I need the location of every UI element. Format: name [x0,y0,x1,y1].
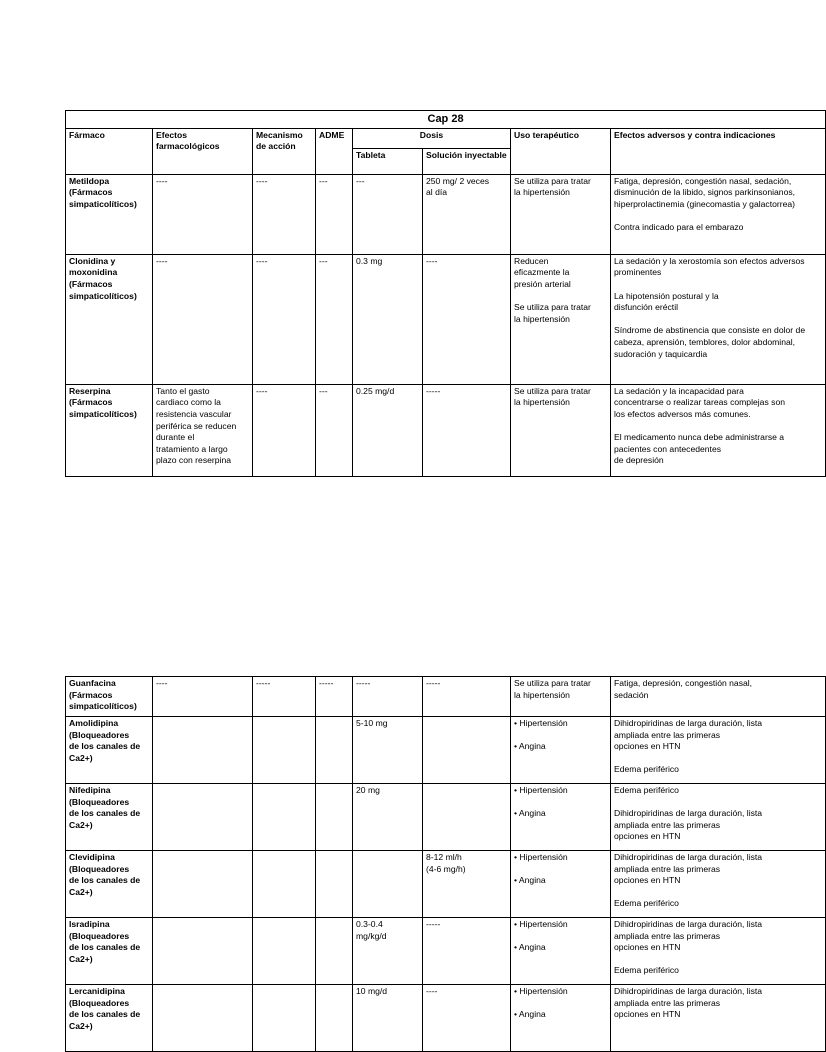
table-row [66,717,826,784]
cell-mecanismo [253,985,316,1052]
cell-efectos [153,784,253,851]
cell-solucion: ----- [423,677,511,717]
cell-adme: --- [316,174,353,254]
cell-farmaco: Clonidina y moxonidina (Fármacos simpaticolíticos) [66,254,153,384]
cell-adversos: Fatiga, depresión, congestión nasal, sedación [611,677,826,717]
cell-tableta [353,851,423,918]
table-row [66,384,826,476]
cell-mecanismo [253,918,316,985]
table-row [66,784,826,851]
cell-adme: --- [316,254,353,384]
cell-tableta: 20 mg [353,784,423,851]
header-adme: ADME [316,128,353,174]
cell-solucion: 250 mg/ 2 veces al día [423,174,511,254]
cell-adversos: Dihidropiridinas de larga duración, lista ampliada entre las primeras opciones en HTN [611,985,826,1052]
cell-farmaco: Lercanidipina (Bloqueadores de los canales de Ca2+) [66,985,153,1052]
cell-solucion: 8-12 ml/h (4-6 mg/h) [423,851,511,918]
header-mecanismo: Mecanismo de acción [253,128,316,174]
cell-uso: • Hipertensión • Angina [511,784,611,851]
cell-uso: • Hipertensión • Angina [511,717,611,784]
cell-adme [316,851,353,918]
cell-mecanismo [253,717,316,784]
cell-tableta: 10 mg/d [353,985,423,1052]
cell-adversos: Edema periférico Dihidropiridinas de larga duración, lista ampliada entre las primeras opciones en HTN [611,784,826,851]
cell-solucion [423,717,511,784]
cell-adversos: Dihidropiridinas de larga duración, lista ampliada entre las primeras opciones en HTN Edema periférico [611,918,826,985]
cell-uso: Reducen eficazmente la presión arterial Se utiliza para tratar la hipertensión [511,254,611,384]
table-row [66,985,826,1052]
cell-adme [316,985,353,1052]
header-farmaco: Fármaco [66,128,153,174]
table-row [66,677,826,717]
cell-farmaco: Isradipina (Bloqueadores de los canales de Ca2+) [66,918,153,985]
header-tableta: Tableta [353,148,423,174]
cell-tableta: ----- [353,677,423,717]
header-adversos: Efectos adversos y contra indicaciones [611,128,826,174]
cell-uso: • Hipertensión • Angina [511,918,611,985]
cell-tableta: 0.3 mg [353,254,423,384]
cell-tableta: 0.25 mg/d [353,384,423,476]
cell-uso: Se utiliza para tratar la hipertensión [511,384,611,476]
header-solucion: Solución inyectable [423,148,511,174]
cell-efectos: ---- [153,677,253,717]
cell-solucion [423,784,511,851]
table-row [66,918,826,985]
cell-solucion: ---- [423,254,511,384]
table-title: Cap 28 [66,111,826,129]
cell-uso: • Hipertensión • Angina [511,851,611,918]
cell-efectos: Tanto el gasto cardiaco como la resistencia vascular periférica se reducen durante el tratamiento a largo plazo con reserpina [153,384,253,476]
table-row [66,851,826,918]
cell-mecanismo: ----- [253,677,316,717]
cell-solucion: ---- [423,985,511,1052]
cell-adme: --- [316,384,353,476]
cell-farmaco: Amolidipina (Bloqueadores de los canales de Ca2+) [66,717,153,784]
cell-adversos: La sedación y la xerostomía son efectos adversos prominentes La hipotensión postural y la disfunción eréctil Síndrome de abstinencia que consiste en dolor de cabeza, aprensión, temblores, dolor abdominal, sudoración y taquicardia [611,254,826,384]
table-row [66,174,826,254]
cell-tableta: 5-10 mg [353,717,423,784]
cell-solucion: ----- [423,918,511,985]
cell-adversos: Dihidropiridinas de larga duración, lista ampliada entre las primeras opciones en HTN Edema periférico [611,851,826,918]
table-row [66,254,826,384]
cell-efectos: ---- [153,174,253,254]
cell-mecanismo [253,784,316,851]
cell-adme [316,717,353,784]
drug-table-cap28 [65,110,826,477]
cell-farmaco: Metildopa (Fármacos simpaticolíticos) [66,174,153,254]
cell-farmaco: Clevidipina (Bloqueadores de los canales de Ca2+) [66,851,153,918]
cell-uso: Se utiliza para tratar la hipertensión [511,677,611,717]
cell-solucion: ----- [423,384,511,476]
header-uso: Uso terapéutico [511,128,611,174]
cell-farmaco: Guanfacina (Fármacos simpaticolíticos) [66,677,153,717]
cell-adversos: La sedación y la incapacidad para concentrarse o realizar tareas complejas son los efectos adversos más comunes. El medicamento nunca debe administrarse a pacientes con antecedentes de depresión [611,384,826,476]
cell-uso: Se utiliza para tratar la hipertensión [511,174,611,254]
cell-efectos [153,717,253,784]
cell-adversos: Dihidropiridinas de larga duración, lista ampliada entre las primeras opciones en HTN Edema periférico [611,717,826,784]
cell-tableta: 0.3-0.4 mg/kg/d [353,918,423,985]
cell-adme: ----- [316,677,353,717]
cell-farmaco: Nifedipina (Bloqueadores de los canales de Ca2+) [66,784,153,851]
cell-adme [316,784,353,851]
cell-mecanismo: ---- [253,384,316,476]
cell-efectos [153,851,253,918]
cell-efectos: ---- [153,254,253,384]
cell-efectos [153,985,253,1052]
cell-uso: • Hipertensión • Angina [511,985,611,1052]
cell-adme [316,918,353,985]
cell-adversos: Fatiga, depresión, congestión nasal, sedación, disminución de la libido, signos parkinsonianos, hiperprolactinemia (ginecomastia y galactorrea) Contra indicado para el embarazo [611,174,826,254]
cell-mecanismo: ---- [253,174,316,254]
cell-farmaco: Reserpina (Fármacos simpaticolíticos) [66,384,153,476]
cell-mecanismo [253,851,316,918]
cell-tableta: --- [353,174,423,254]
header-efectos: Efectos farmacológicos [153,128,253,174]
cell-mecanismo: ---- [253,254,316,384]
header-dosis: Dosis [353,128,511,148]
cell-efectos [153,918,253,985]
drug-table-continued [65,676,826,1052]
